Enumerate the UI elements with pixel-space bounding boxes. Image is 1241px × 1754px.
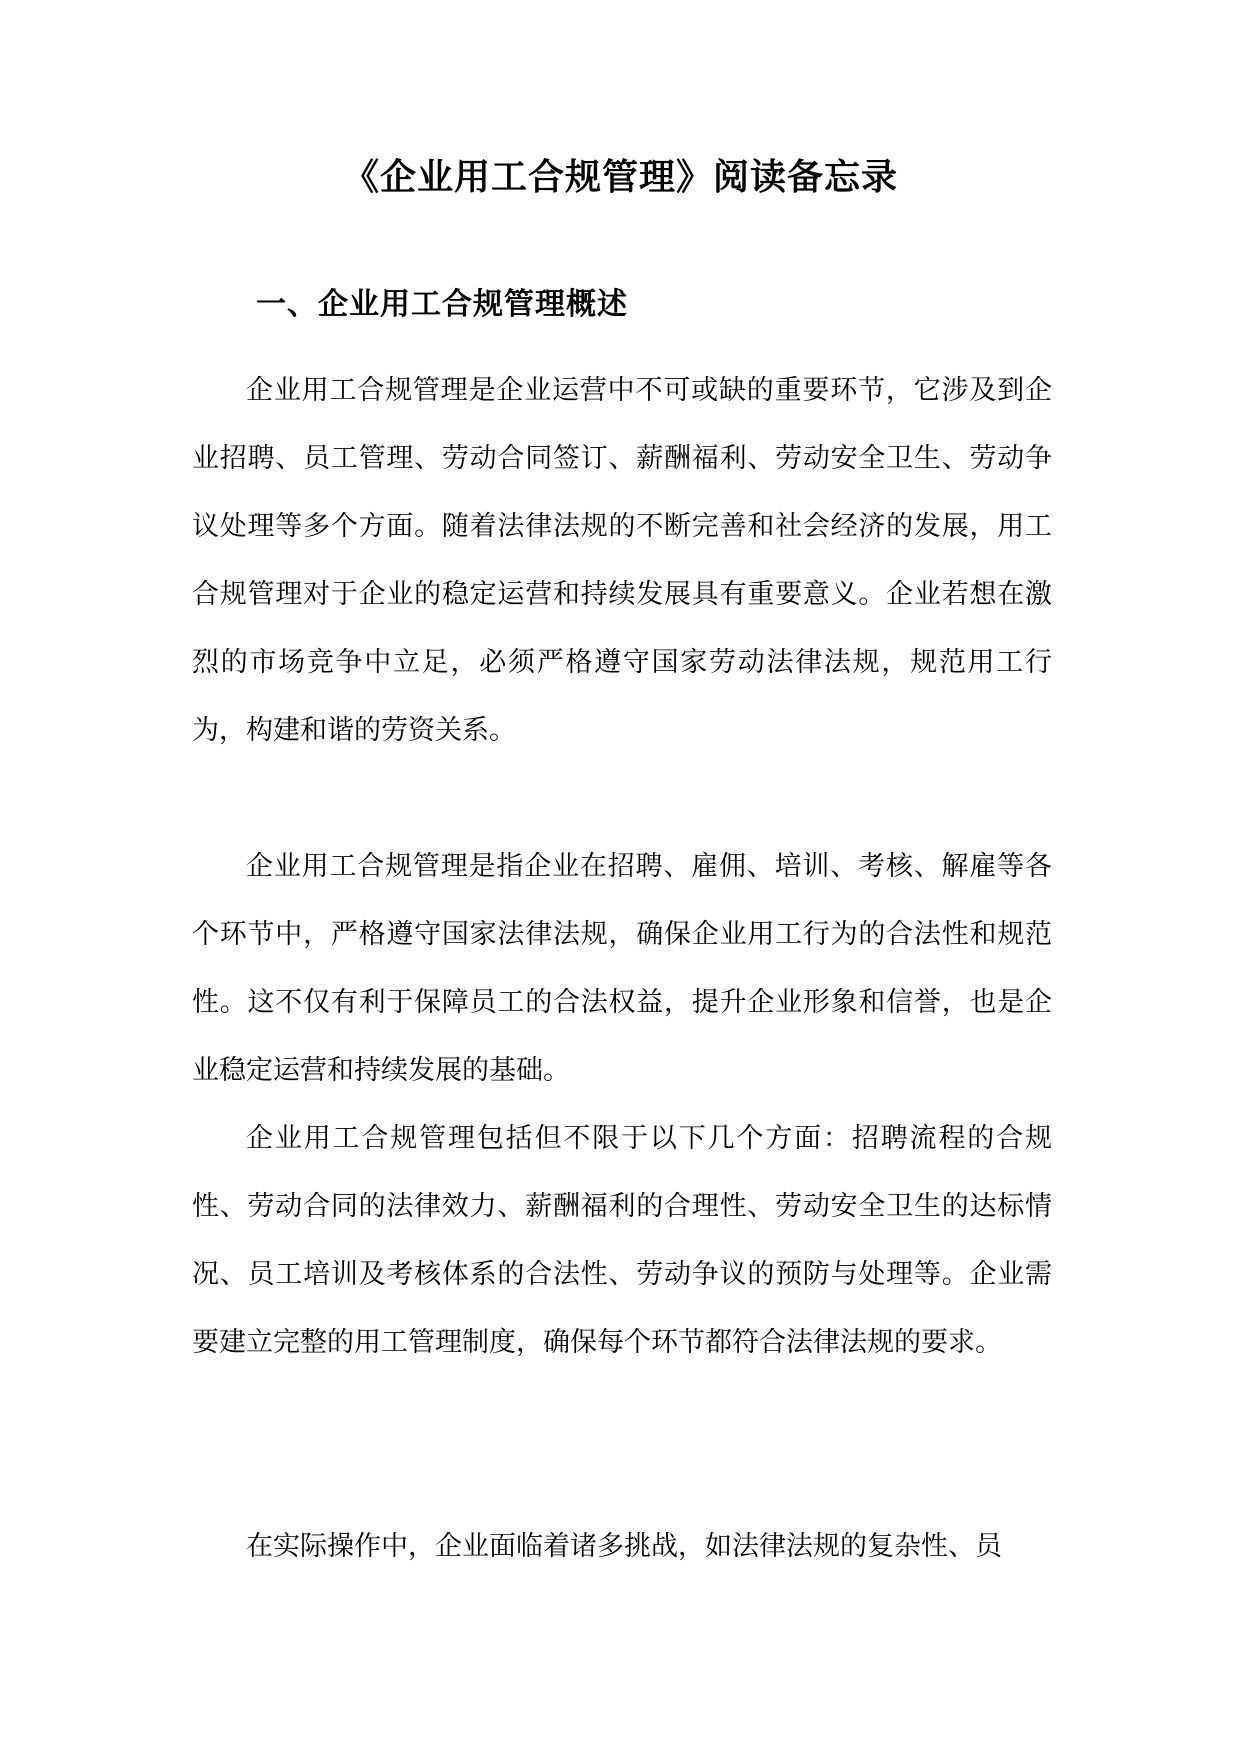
paragraph-3: 企业用工合规管理包括但不限于以下几个方面：招聘流程的合规性、劳动合同的法律效力、薪酬福利的合理性、劳动安全卫生的达标情况、员工培训及考核体系的合法性、劳动争议的预防与处理等。企业需要建立完整的用工管理制度，确保每个环节都符合法律法规的要求。 — [192, 1123, 1052, 1358]
paragraph-1: 企业用工合规管理是企业运营中不可或缺的重要环节，它涉及到企业招聘、员工管理、劳动合同签订、薪酬福利、劳动安全卫生、劳动争议处理等多个方面。随着法律法规的不断完善和社会经济的发展，用工合规管理对于企业的稳定运营和持续发展具有重要意义。企业若想在激烈的市场竞争中立足，必须严格遵守国家劳动法律法规，规范用工行为，构建和谐的劳资关系。 — [192, 375, 1052, 746]
paragraph-2: 企业用工合规管理是指企业在招聘、雇佣、培训、考核、解雇等各个环节中，严格遵守国家法律法规，确保企业用工行为的合法性和规范性。这不仅有利于保障员工的合法权益，提升企业形象和信誉，也是企业稳定运营和持续发展的基础。 — [192, 851, 1052, 1086]
document-title: 《企业用工合规管理》阅读备忘录 — [342, 156, 898, 198]
section-heading: 一、企业用工合规管理概述 — [256, 287, 628, 322]
paragraph-4: 在实际操作中，企业面临着诸多挑战，如法律法规的复杂性、员 — [246, 1531, 1002, 1562]
